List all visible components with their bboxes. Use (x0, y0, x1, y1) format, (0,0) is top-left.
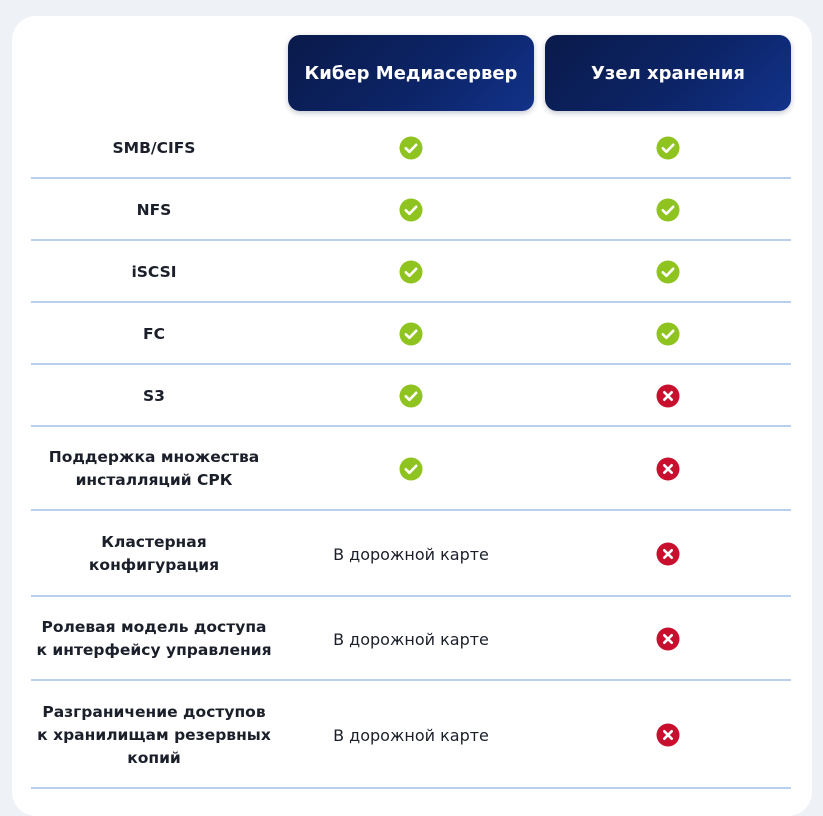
table-row (31, 512, 791, 596)
feature-label: iSCSI (131, 262, 177, 281)
table-row (31, 242, 791, 302)
check-icon (399, 198, 423, 222)
row-divider (31, 239, 791, 241)
storage-node-cell (545, 682, 791, 788)
storage-node-cell (545, 512, 791, 596)
roadmap-text: В дорожной карте (333, 544, 489, 564)
check-icon (399, 260, 423, 284)
feature-label: SMB/CIFS (112, 138, 196, 157)
mediaserver-cell (288, 598, 534, 680)
header-cyber-mediaserver (288, 35, 534, 111)
mediaserver-cell (288, 682, 534, 788)
row-divider (31, 679, 791, 681)
feature-label: Кластерная конфигурация (88, 533, 220, 574)
feature-label: NFS (136, 200, 172, 219)
table-row (31, 180, 791, 240)
mediaserver-cell (288, 304, 534, 364)
cross-icon (656, 384, 680, 408)
storage-node-cell (545, 598, 791, 680)
table-row (31, 118, 791, 178)
cross-icon (656, 542, 680, 566)
cross-icon (656, 627, 680, 651)
storage-node-cell (545, 118, 791, 178)
storage-node-cell (545, 242, 791, 302)
header-col1-label: Кибер Медиасервер (304, 62, 518, 84)
table-row (31, 304, 791, 364)
header-col2-label: Узел хранения (591, 62, 745, 84)
row-divider (31, 595, 791, 597)
check-icon (399, 136, 423, 160)
mediaserver-cell (288, 428, 534, 510)
feature-label: Разграничение доступов к хранилищам резервных копий (37, 702, 271, 767)
header-storage-node (545, 35, 791, 111)
table-row (31, 598, 791, 680)
check-icon (399, 322, 423, 346)
mediaserver-cell (288, 512, 534, 596)
storage-node-cell (545, 180, 791, 240)
row-divider (31, 425, 791, 427)
check-icon (656, 322, 680, 346)
feature-label: S3 (143, 386, 165, 405)
row-divider (31, 177, 791, 179)
mediaserver-cell (288, 118, 534, 178)
mediaserver-cell (288, 180, 534, 240)
mediaserver-cell (288, 242, 534, 302)
check-icon (399, 457, 423, 481)
table-row (31, 428, 791, 510)
table-row (31, 682, 791, 788)
check-icon (399, 384, 423, 408)
cross-icon (656, 723, 680, 747)
row-divider (31, 509, 791, 511)
storage-node-cell (545, 428, 791, 510)
feature-label: FC (143, 324, 165, 343)
feature-label: Поддержка множества инсталляций СРК (48, 448, 260, 489)
check-icon (656, 198, 680, 222)
roadmap-text: В дорожной карте (333, 725, 489, 745)
mediaserver-cell (288, 366, 534, 426)
row-divider (31, 301, 791, 303)
check-icon (656, 136, 680, 160)
row-divider (31, 363, 791, 365)
storage-node-cell (545, 304, 791, 364)
storage-node-cell (545, 366, 791, 426)
table-row (31, 366, 791, 426)
cross-icon (656, 457, 680, 481)
feature-label: Ролевая модель доступа к интерфейсу управления (36, 618, 272, 659)
check-icon (656, 260, 680, 284)
roadmap-text: В дорожной карте (333, 629, 489, 649)
row-divider (31, 787, 791, 789)
